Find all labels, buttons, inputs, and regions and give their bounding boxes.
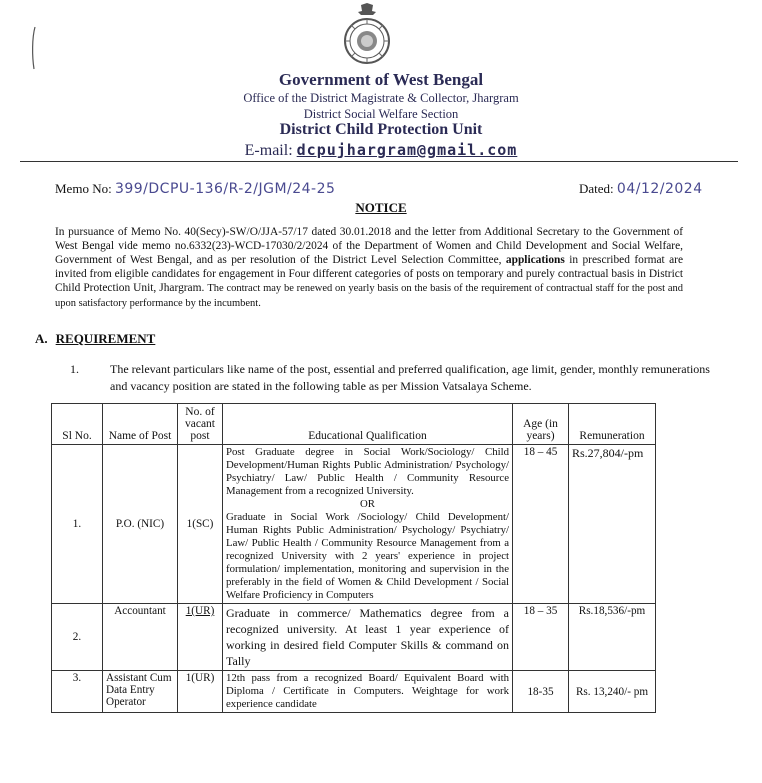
row-vacancy: 1(SC) [178, 445, 223, 604]
row-pay: Rs. 13,240/- pm [569, 671, 656, 713]
point-text: The relevant particulars like name of the post, essential and preferred qualification, age limit, gender, monthly remunerations and vacancy position are stated in the following table as per Mission Vatsalaya Scheme. [110, 362, 710, 393]
qual-or: OR [360, 498, 375, 510]
row-age: 18-35 [513, 671, 569, 713]
table-header-row [52, 404, 656, 445]
email-link[interactable]: dcpujhargram@gmail.com [296, 141, 518, 159]
memo-date [579, 181, 703, 197]
point-number: 1. [70, 362, 79, 376]
header-vacancy: No. of vacant post [178, 404, 223, 445]
memo-label: Memo No: [55, 181, 112, 196]
row-qualification [223, 445, 513, 604]
row-sl: 1. [52, 445, 103, 604]
table-row [52, 671, 656, 713]
header-divider [20, 161, 738, 162]
row-post: Accountant [103, 604, 178, 671]
table-row [52, 445, 656, 604]
table-row [52, 604, 656, 671]
date-value: 04/12/2024 [616, 181, 703, 197]
vacancy-table [51, 403, 656, 713]
intro-paragraph [55, 225, 683, 311]
section-title: REQUIREMENT [55, 331, 156, 346]
margin-pen-mark [30, 26, 38, 70]
point-1 [70, 361, 710, 395]
row-post: P.O. (NIC) [103, 445, 178, 604]
section-line: District Social Welfare Section [303, 107, 459, 121]
row-age: 18 – 35 [513, 604, 569, 671]
row-sl: 2. [52, 604, 103, 671]
section-heading [35, 331, 155, 347]
row-post: Assistant Cum Data Entry Operator [103, 671, 178, 713]
dated-label: Dated: [579, 181, 614, 196]
row-sl: 3. [52, 671, 103, 713]
row-vacancy: 1(UR) [178, 604, 223, 671]
row-pay: Rs.27,804/-pm [569, 445, 656, 604]
header-post: Name of Post [103, 404, 178, 445]
header-remuneration: Remuneration [569, 404, 656, 445]
row-vacancy: 1(UR) [178, 671, 223, 713]
government-title: Government of West Bengal [278, 70, 484, 89]
memo-number [55, 181, 335, 197]
header-age: Age (in years) [513, 404, 569, 445]
header-sl: Sl No. [52, 404, 103, 445]
unit-title: District Child Protection Unit [279, 121, 483, 138]
notice-title: NOTICE [355, 200, 407, 215]
qual-option-b: Graduate in Social Work /Sociology/ Child Development/ Human Rights Public Administration/ Psychology/ Psychiatry/ Law/ Public Health / Community Resource Management from a recognized University with 2 years' experience in project formulation/ implementation, monitoring and supervision in the preferably in the field of Women & Child Development / Social Welfare Proficiency in Computers [226, 511, 509, 601]
header-qualification: Educational Qualification [223, 404, 513, 445]
intro-text-3: The contract may be renewed on yearly basis on the basis of the requirement of contractual staff for the post and upon satisfactory performance by the incumbent. [55, 283, 683, 309]
intro-text-2: in prescribed format are invited from eligible candidates for engagement in Four different categories of posts on temporary and purely contractual basis in District Child Protection Unit, Jhargram. [55, 254, 684, 294]
qual-option-a: Post Graduate degree in Social Work/Sociology/ Child Development/Human Rights Public Administration/ Psychology/ Psychiatry/ Law/ Public Health / Community Resource Management from a recognized University. [226, 446, 509, 497]
email-line [0, 141, 762, 160]
row-pay: Rs.18,536/-pm [569, 604, 656, 671]
row-age: 18 – 45 [513, 445, 569, 604]
memo-value: 399/DCPU-136/R-2/JGM/24-25 [114, 181, 336, 197]
office-line: Office of the District Magistrate & Collector, Jhargram [243, 91, 519, 105]
row-qualification: Graduate in commerce/ Mathematics degree from a recognized university. At least 1 year experience of working in desired field Computer Skills & command on Tally [223, 604, 513, 671]
intro-text-1: In pursuance of Memo No. 40(Secy)-SW/O/JJA-57/17 dated 30.01.2018 and the letter from Additional Secretary to the Government of West Bengal vide memo no.6332(23)-WCD-17030/2/2024 of the Department of Women and Child Development and Social Welfare, Government of West Bengal, and as per resolution of the District Level Selection Committee, [55, 226, 683, 266]
row-qualification: 12th pass from a recognized Board/ Equivalent Board with Diploma / Certificate in Computers. Weightage for work experience candidate [223, 671, 513, 713]
email-label: E-mail: [244, 142, 293, 159]
government-emblem-icon [341, 3, 393, 67]
section-letter: A. [35, 331, 48, 346]
intro-bold: applications [505, 254, 565, 266]
